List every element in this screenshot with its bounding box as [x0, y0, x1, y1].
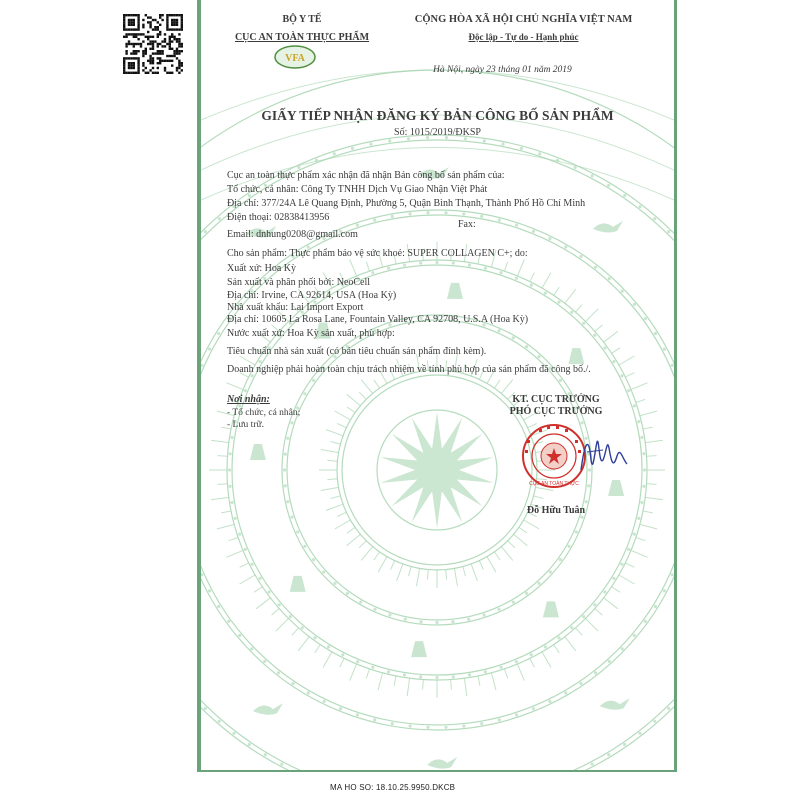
body-line-10: Địa chỉ: 10605 La Rosa Lane, Fountain Valley, CA 92708, U.S.A (Hoa Kỳ) [227, 314, 529, 325]
recipient-item: - Tổ chức, cá nhân; [227, 408, 301, 418]
body-line-2: Địa chỉ: 377/24A Lê Quang Định, Phường 5, Quận Bình Thạnh, Thành Phố Hồ Chí Minh [227, 198, 586, 209]
body-line-12: Tiêu chuẩn nhà sản xuất (có bản tiêu chuẩn sản phẩm đính kèm). [227, 346, 487, 357]
seal-text: CỤC AN TOÀN THỰC [529, 481, 579, 487]
state-name: CỘNG HÒA XÃ HỘI CHỦ NGHĨA VIỆT NAM [414, 14, 633, 25]
handwritten-signature [573, 430, 633, 480]
document-number: Số: 1015/2019/ĐKSP [394, 127, 481, 138]
body-line-11: Nước xuất xứ: Hoa Kỳ sản xuất, phù hợp: [227, 328, 395, 339]
body-line-13: Doanh nghiệp phải hoàn toàn chịu trách nhiệm về tính phù hợp của sản phẩm đã công bố./. [227, 364, 591, 375]
body-line-8: Địa chỉ: Irvine, CA 92614, USA (Hoa Kỳ) [227, 290, 397, 301]
state-motto: Độc lập - Tự do - Hạnh phúc [468, 32, 579, 42]
file-code: MA HO SO: 18.10.25.9950.DKCB [330, 783, 456, 792]
document-title: GIẤY TIẾP NHẬN ĐĂNG KÝ BẢN CÔNG BỐ SẢN PHẨM [261, 108, 614, 123]
signer-title: KT. CỤC TRƯỞNG [512, 394, 600, 405]
body-line-3: Điện thoại: 02838413956 [227, 212, 330, 223]
agency-logo [273, 44, 317, 70]
fax-label: Fax: [458, 219, 476, 230]
ministry-name: BỘ Y TẾ [282, 14, 322, 25]
qr-code [123, 14, 183, 74]
body-line-5: Cho sản phẩm: Thực phẩm bảo vệ sức khoẻ: SUPER COLLAGEN C+; do: [227, 248, 528, 259]
body-line-6: Xuất xứ: Hoa Kỳ [227, 263, 297, 274]
body-line-4: Email: dnhung0208@gmail.com [227, 229, 358, 240]
body-line-0: Cục an toàn thực phẩm xác nhận đã nhận Bản công bố sản phẩm của: [227, 170, 505, 181]
body-line-1: Tổ chức, cá nhân: Công Ty TNHH Dịch Vụ Giao Nhận Việt Phát [227, 184, 488, 195]
body-line-7: Sản xuất và phân phối bởi: NeoCell [227, 277, 371, 288]
body-line-9: Nhà xuất khẩu: Lai Import Export [227, 302, 364, 313]
issue-date: Hà Nội, ngày 23 tháng 01 năm 2019 [433, 65, 572, 75]
recipients-heading: Nơi nhận: [227, 394, 270, 405]
signer-name: Đỗ Hữu Tuân [526, 505, 586, 516]
logo-text: VFA [285, 53, 305, 64]
signer-position: PHÓ CỤC TRƯỞNG [509, 406, 603, 417]
agency-name: CỤC AN TOÀN THỰC PHẨM [234, 32, 370, 43]
recipient-item: - Lưu trữ. [227, 420, 264, 430]
certificate-page [197, 0, 677, 772]
